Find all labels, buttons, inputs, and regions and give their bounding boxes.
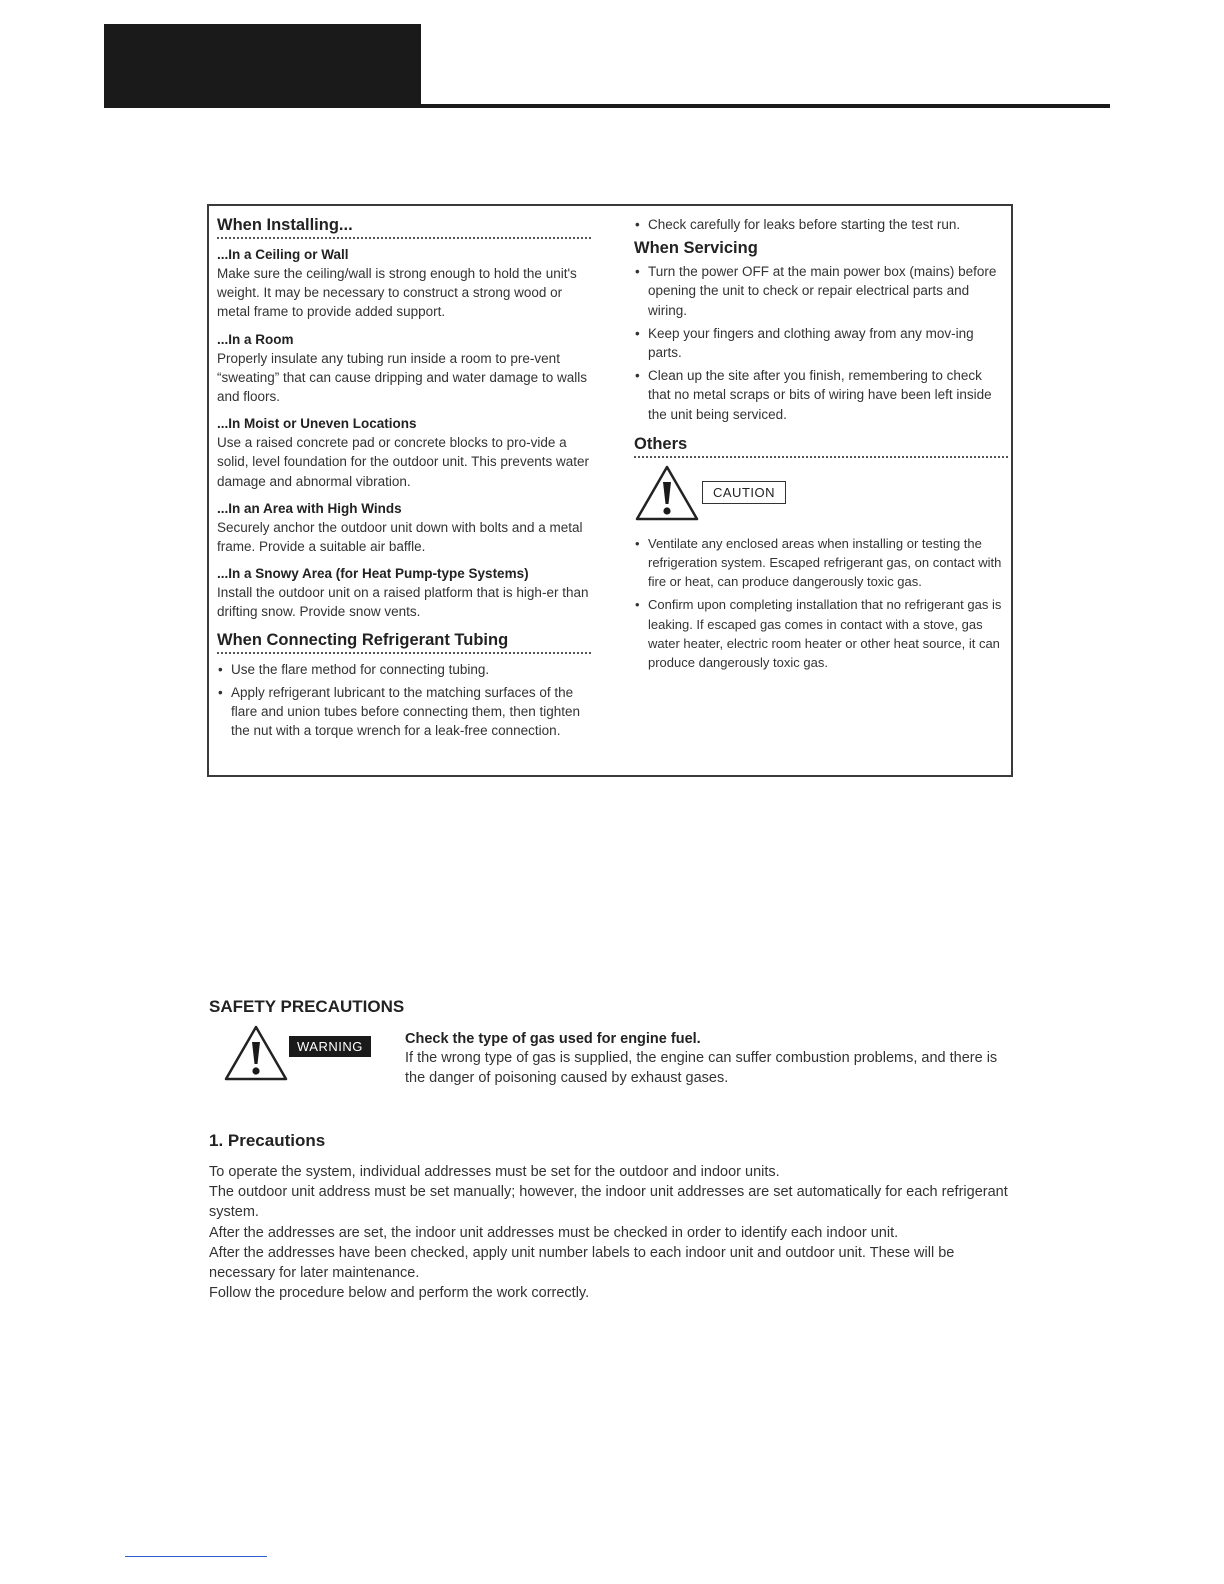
warning-triangle-icon: [223, 1024, 289, 1082]
list-item: • Use the flare method for connecting tubing.: [217, 660, 591, 679]
paragraph-snowy: Install the outdoor unit on a raised platform that is high-er than drifting snow. Provide snow vents.: [217, 585, 589, 620]
subheading-room: ...In a Room: [217, 331, 294, 347]
subheading-moist: ...In Moist or Uneven Locations: [217, 416, 417, 432]
caution-label: CAUTION: [702, 481, 786, 504]
list-item: • Ventilate any enclosed areas when installing or testing the refrigeration system. Escaped refrigerant gas, on contact with fire or heat, can produce dangerously toxic gas.: [634, 534, 1008, 592]
warning-title: Check the type of gas used for engine fuel.: [405, 1031, 701, 1047]
list-item: • Confirm upon completing installation that no refrigerant gas is leaking. If escaped gas comes in contact with a stove, gas water heater, electric room heater or other heat source, it can produce dangerously toxic gas.: [634, 595, 1008, 672]
safety-precautions-section: [209, 996, 1019, 1096]
caution-row: [634, 464, 1008, 522]
warning-triangle-icon: [634, 464, 700, 522]
list-item: • Clean up the site after you finish, remembering to check that no metal scraps or bits of wiring have been left inside the unit being serviced.: [634, 366, 1008, 424]
installation-notes-box: [207, 204, 1013, 777]
paragraph-high-winds: Securely anchor the outdoor unit down with bolts and a metal frame. Provide a suitable air baffle.: [217, 519, 583, 555]
paragraph-ceiling-wall: Make sure the ceiling/wall is strong enough to hold the unit's weight. It may be necessary to construct a strong wood or metal frame to provide added support.: [217, 266, 577, 320]
subheading-ceiling-wall: ...In a Ceiling or Wall: [217, 247, 349, 262]
precautions-line: The outdoor unit address must be set manually; however, the indoor unit addresses are set automatically for each refrigerant system.: [209, 1184, 1008, 1221]
precautions-title: 1. Precautions: [209, 1131, 326, 1150]
list-item: • Check carefully for leaks before starting the test run.: [634, 215, 1008, 234]
warning-row: [209, 1024, 1019, 1096]
warning-label: WARNING: [289, 1036, 371, 1057]
precautions-section: [209, 1130, 1019, 1303]
list-item: • Turn the power OFF at the main power box (mains) before opening the unit to check or repair electrical parts and wiring.: [634, 262, 1008, 320]
precautions-line: After the addresses are set, the indoor unit addresses must be checked in order to identify each indoor unit.: [209, 1224, 899, 1241]
heading-connecting-tubing: When Connecting Refrigerant Tubing: [217, 630, 591, 654]
paragraph-moist: Use a raised concrete pad or concrete blocks to pro-vide a solid, level foundation for the outdoor unit. This prevents water damage and abnormal vibration.: [217, 435, 589, 489]
heading-others: Others: [634, 434, 1008, 458]
tubing-list: [217, 660, 591, 741]
others-list: [634, 534, 1008, 672]
list-item: • Keep your fingers and clothing away from any mov-ing parts.: [634, 324, 1008, 362]
leak-check-list: [634, 215, 1008, 234]
safety-precautions-title: SAFETY PRECAUTIONS: [209, 997, 405, 1016]
paragraph-room: Properly insulate any tubing run inside a room to pre-vent “sweating” that can cause dripping and water damage to walls and floors.: [217, 350, 587, 405]
warning-description: If the wrong type of gas is supplied, the engine can suffer combustion problems, and there is the danger of poisoning caused by exhaust gases.: [405, 1050, 998, 1086]
warning-text-block: [405, 1030, 1015, 1088]
precautions-line: After the addresses have been checked, apply unit number labels to each indoor unit and outdoor unit. These will be necessary for later maintenance.: [209, 1244, 955, 1282]
list-item: • Apply refrigerant lubricant to the matching surfaces of the flare and union tubes before connecting them, then tighten the nut with a torque wrench for a leak-free connection.: [217, 683, 591, 741]
heading-when-installing: When Installing...: [217, 215, 591, 239]
header-rule: [104, 104, 1110, 108]
header-block: [104, 24, 421, 108]
right-column: [634, 215, 1008, 676]
heading-when-servicing: When Servicing: [634, 239, 758, 258]
subheading-high-winds: ...In an Area with High Winds: [217, 500, 402, 516]
subheading-snowy: ...In a Snowy Area (for Heat Pump-type Systems): [217, 566, 529, 582]
servicing-list: [634, 262, 1008, 424]
left-column: [217, 215, 591, 744]
footer-link-underline: [125, 1556, 267, 1557]
precautions-line: To operate the system, individual addresses must be set for the outdoor and indoor units.: [209, 1164, 780, 1180]
precautions-line: Follow the procedure below and perform the work correctly.: [209, 1285, 590, 1302]
